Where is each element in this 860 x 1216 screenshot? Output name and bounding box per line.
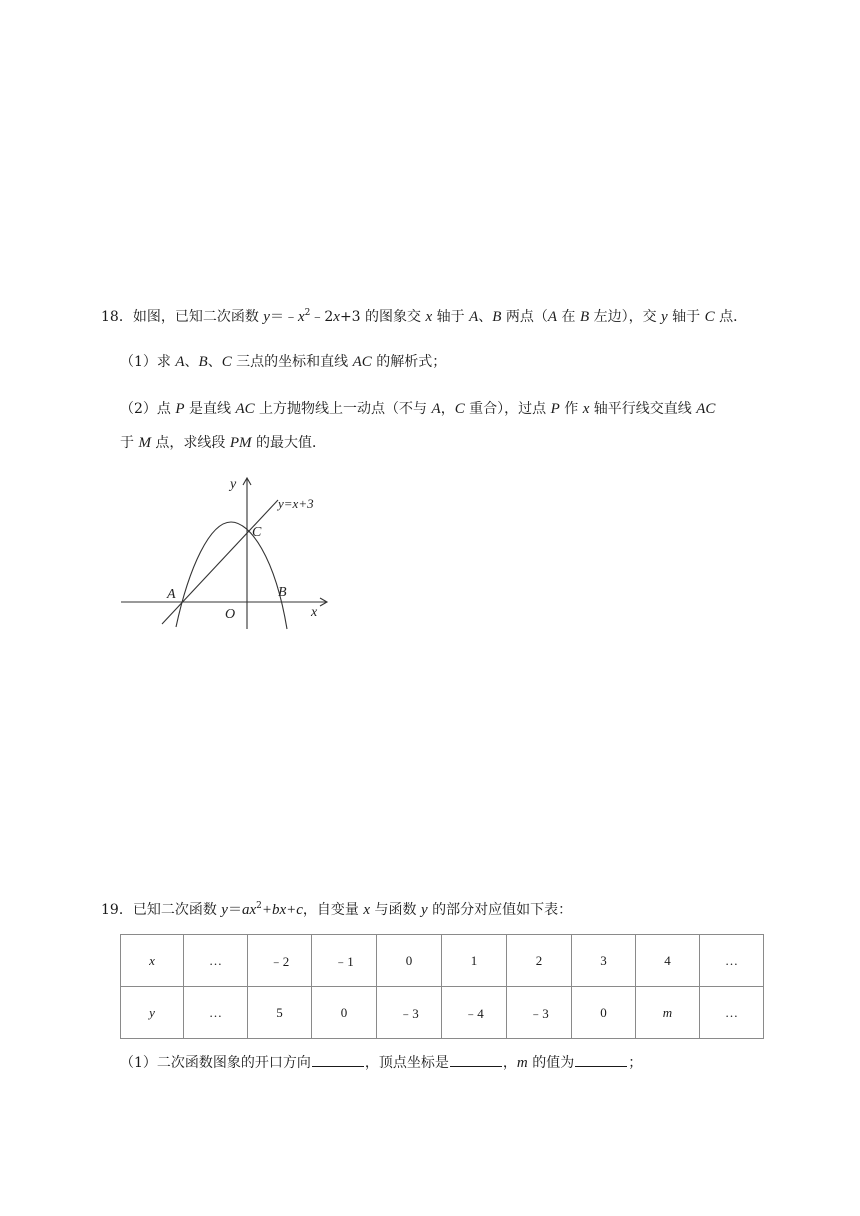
table-cell: 0 <box>312 987 377 1039</box>
table-cell: … <box>184 987 248 1039</box>
point-c-label: C <box>252 525 262 540</box>
table-cell: 0 <box>572 987 636 1039</box>
table-cell: … <box>700 987 764 1039</box>
q18-part1: （1）求 A、B、C 三点的坐标和直线 AC 的解析式； <box>120 354 447 370</box>
table-cell: 0 <box>377 935 442 987</box>
q18-number: 18． <box>101 309 133 325</box>
table-cell: x <box>121 935 184 987</box>
table-row-y <box>121 987 764 1039</box>
point-a-label: A <box>167 587 176 602</box>
table-cell: 1 <box>442 935 507 987</box>
answer-blank-m-value[interactable] <box>575 1052 627 1067</box>
table-cell: 5 <box>248 987 312 1039</box>
x-axis-label: x <box>311 605 318 620</box>
q19-stem: 19．已知二次函数 $y=ax^2+bx+c$，自变量 x 与函数 y 的部分对应值如下表： <box>101 901 573 918</box>
table-cell: 4 <box>636 935 700 987</box>
table-cell: m <box>636 987 700 1039</box>
table-cell: ﹣3 <box>507 987 572 1039</box>
table-cell: 2 <box>507 935 572 987</box>
y-axis-label: y <box>230 477 237 492</box>
answer-blank-vertex[interactable] <box>450 1052 502 1067</box>
table-cell: ﹣3 <box>377 987 442 1039</box>
q19-part1: （1）二次函数图象的开口方向 ，顶点坐标是 ，m 的值为 ； <box>120 1052 642 1073</box>
q18-figure <box>115 472 345 632</box>
q19-number: 19． <box>101 902 133 918</box>
table-row-x <box>121 935 764 987</box>
line-ac <box>162 500 278 624</box>
table-cell: ﹣1 <box>312 935 377 987</box>
q18-part2-line2: 于 M 点，求线段 PM 的最大值． <box>120 435 326 451</box>
answer-blank-direction[interactable] <box>312 1052 364 1067</box>
q18-stem: 18．如图，已知二次函数 $y=﹣x^2﹣2x+3$ 的图象交 x 轴于 A、B 两点（A 在 B 左边），交 y 轴于 C 点． <box>101 308 748 325</box>
origin-label: O <box>225 607 236 622</box>
q18-part2-line1: （2）点 P 是直线 AC 上方抛物线上一动点（不与 A，C 重合），过点 P 作 x 轴平行线交直线 AC <box>120 401 716 417</box>
table-cell: … <box>184 935 248 987</box>
point-b-label: B <box>278 585 287 600</box>
table-cell: ﹣2 <box>248 935 312 987</box>
table-cell: 3 <box>572 935 636 987</box>
table-cell: y <box>121 987 184 1039</box>
table-cell: … <box>700 935 764 987</box>
table-cell: ﹣4 <box>442 987 507 1039</box>
line-label: y=x+3 <box>278 496 314 511</box>
q19-value-table <box>120 934 764 1039</box>
